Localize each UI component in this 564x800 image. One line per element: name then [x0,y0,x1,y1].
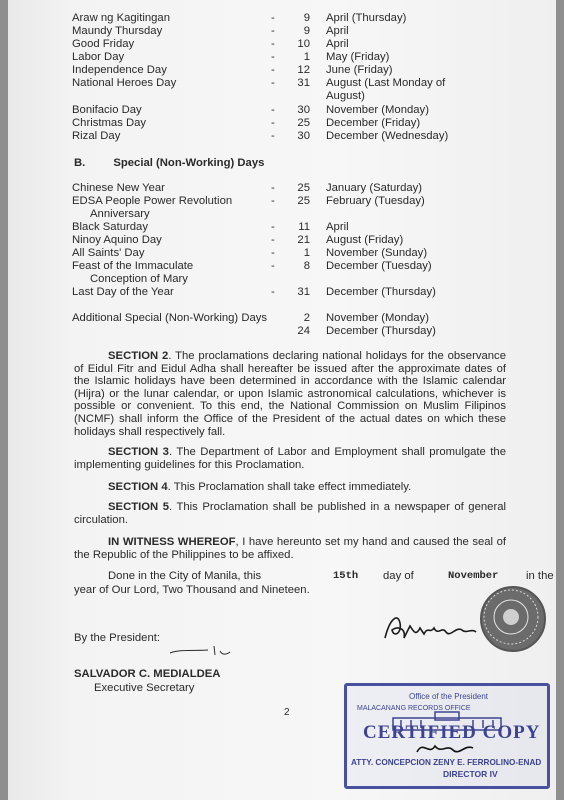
holiday-date: December (Thursday) [326,286,436,298]
witness-label: IN WITNESS WHEREOF [108,536,236,548]
holiday-name: Good Friday [72,38,135,50]
section-label: SECTION 5 [108,501,170,513]
section-text: . This Proclamation shall take effect immediately. [167,481,412,493]
section-label: SECTION 2 [108,350,169,362]
done-month: November [448,570,499,582]
done-line-2: year of Our Lord, Two Thousand and Nineteen. [74,584,310,596]
holiday-name: Rizal Day [72,130,121,142]
holiday-name: Labor Day [72,51,125,63]
dash-separator: - [271,286,275,298]
holiday-date: February (Tuesday) [326,195,425,207]
holiday-name: Independence Day [72,64,167,76]
holiday-name: Last Day of the Year [72,286,174,298]
holiday-name-continued: Conception of Mary [90,273,188,285]
holiday-name: EDSA People Power Revolution [72,195,233,207]
holiday-day: 10 [297,38,310,50]
holiday-name: Chinese New Year [72,182,165,194]
holiday-name: Christmas Day [72,117,147,129]
holiday-row [8,182,556,195]
section-2-paragraph [74,350,506,438]
holiday-day: 1 [303,51,310,63]
dash-separator: - [271,234,275,246]
holiday-date: November (Sunday) [326,247,428,259]
holiday-day: 9 [303,25,310,37]
section-5-paragraph [74,501,506,526]
dash-separator: - [271,195,275,207]
holiday-date: August (Friday) [326,234,404,246]
section-label: SECTION 3 [108,446,169,458]
holiday-day: 30 [297,104,310,116]
holiday-date: November (Monday) [326,104,429,116]
holiday-row [8,247,556,260]
holiday-row [8,25,556,38]
dash-separator: - [271,260,275,272]
section-letter: B. [74,157,86,169]
holiday-date: April [326,25,349,37]
holiday-date: December (Thursday) [326,325,436,337]
holiday-row [8,195,556,208]
section-label: SECTION 4 [108,481,168,493]
dash-separator: - [271,12,275,24]
done-in-the: in the [526,570,554,582]
holiday-name: Ninoy Aquino Day [72,234,162,246]
holiday-date: April [326,38,349,50]
holiday-name: National Heroes Day [72,77,177,89]
holiday-row [8,234,556,247]
additional-special-row-2 [8,325,556,338]
secretary-name: SALVADOR C. MEDIALDEA [74,668,221,680]
holiday-day: 11 [298,221,310,233]
holiday-name: Araw ng Kagitingan [72,12,170,24]
holiday-date: January (Saturday) [326,182,423,194]
holiday-day: 25 [297,195,310,207]
witness-text: , I have hereunto set my hand and caused the seal of the Republic of the Philippines to be affixed. [74,536,506,561]
holiday-date: December (Tuesday) [326,260,432,272]
holiday-date: August (Last Monday of [326,77,446,89]
holiday-row [8,51,556,64]
stamp-office: Office of the President [409,692,489,701]
holiday-row [8,64,556,77]
stamp-officer-name: ATTY. CONCEPCION ZENY E. FERROLINO-ENAD [351,758,542,767]
holiday-day: 1 [303,247,310,259]
holiday-row [8,77,556,90]
section-3-paragraph [74,446,506,471]
holiday-row [8,12,556,25]
holiday-name-continued: Anniversary [90,208,150,220]
holiday-day: 8 [303,260,310,272]
holiday-date: December (Wednesday) [326,130,449,142]
section-text: . This Proclamation shall be published in a newspaper of general circulation. [74,501,506,526]
done-day-of: day of [383,570,414,582]
secretary-title: Executive Secretary [94,682,195,694]
document-page [8,0,556,800]
holiday-date: April (Thursday) [326,12,407,24]
republic-seal-icon [480,586,546,652]
dash-separator: - [271,77,275,89]
dash-separator: - [271,182,275,194]
section-b-heading [74,157,264,170]
additional-special-row [8,312,556,325]
holiday-day: 25 [297,182,310,194]
holiday-row [8,117,556,130]
witness-paragraph [74,536,506,561]
holiday-day: 12 [297,64,310,76]
holiday-row [8,104,556,117]
stamp-officer-position: DIRECTOR IV [443,769,498,779]
holiday-day: 9 [303,12,310,24]
holiday-day: 24 [297,325,310,337]
holiday-date-continued: August) [326,90,365,102]
stamp-signature [413,738,483,758]
president-signature [380,608,480,648]
certified-copy-stamp [344,683,550,789]
by-the-president: By the President: [74,632,161,644]
done-day: 15th [333,570,359,582]
holiday-day: 30 [297,130,310,142]
holiday-day: 2 [303,312,310,324]
holiday-date: May (Friday) [326,51,390,63]
holiday-name: Feast of the Immaculate [72,260,194,272]
holiday-name: Maundy Thursday [72,25,163,37]
holiday-day: 21 [297,234,310,246]
dash-separator: - [271,104,275,116]
dash-separator: - [271,130,275,142]
section-text: . The proclamations declaring national holidays for the observance of Eidul Fitr and Eidul Adha shall hereafter be issued after the approximate dates of the Islamic holidays have been determined in accordance with the Islamic calendar (Hijra) or the lunar calendar, or upon Islamic astronomical calculations, whichever is possible or convenient. To this end, the National Commission on Muslim Filipinos (NCMF) shall inform the Office of the President of the actual dates on which these holidays shall respectively fall. [74,350,506,438]
holiday-date: April [326,221,349,233]
holiday-day: 31 [297,77,310,89]
holiday-row [8,221,556,234]
stamp-title: CERTIFIED COPY [363,722,541,743]
holiday-name: Additional Special (Non-Working) Days [72,312,268,324]
holiday-date: December (Friday) [326,117,421,129]
holiday-name: All Saints' Day [72,247,145,259]
dash-separator: - [271,64,275,76]
section-text: . The Department of Labor and Employment shall promulgate the implementing guidelines for this Proclamation. [74,446,506,471]
dash-separator: - [271,38,275,50]
holiday-row [8,286,556,299]
secretary-signature [168,643,238,659]
stamp-records: MALACANANG RECORDS OFFICE [357,705,471,712]
holiday-day: 31 [297,286,310,298]
dash-separator: - [271,51,275,63]
dash-separator: - [271,25,275,37]
dash-separator: - [271,117,275,129]
holiday-row [8,130,556,143]
holiday-row [8,260,556,273]
done-line: Done in the City of Manila, this [108,570,262,582]
dash-separator: - [271,221,275,233]
dash-separator: - [271,247,275,259]
holiday-name: Bonifacio Day [72,104,142,116]
holiday-date: November (Monday) [326,312,429,324]
holiday-name: Black Saturday [72,221,148,233]
section-4-paragraph [74,481,506,494]
holiday-row [8,38,556,51]
page-number: 2 [284,707,290,718]
section-title: Special (Non-Working) Days [113,157,265,169]
holiday-date: June (Friday) [326,64,393,76]
holiday-day: 25 [297,117,310,129]
